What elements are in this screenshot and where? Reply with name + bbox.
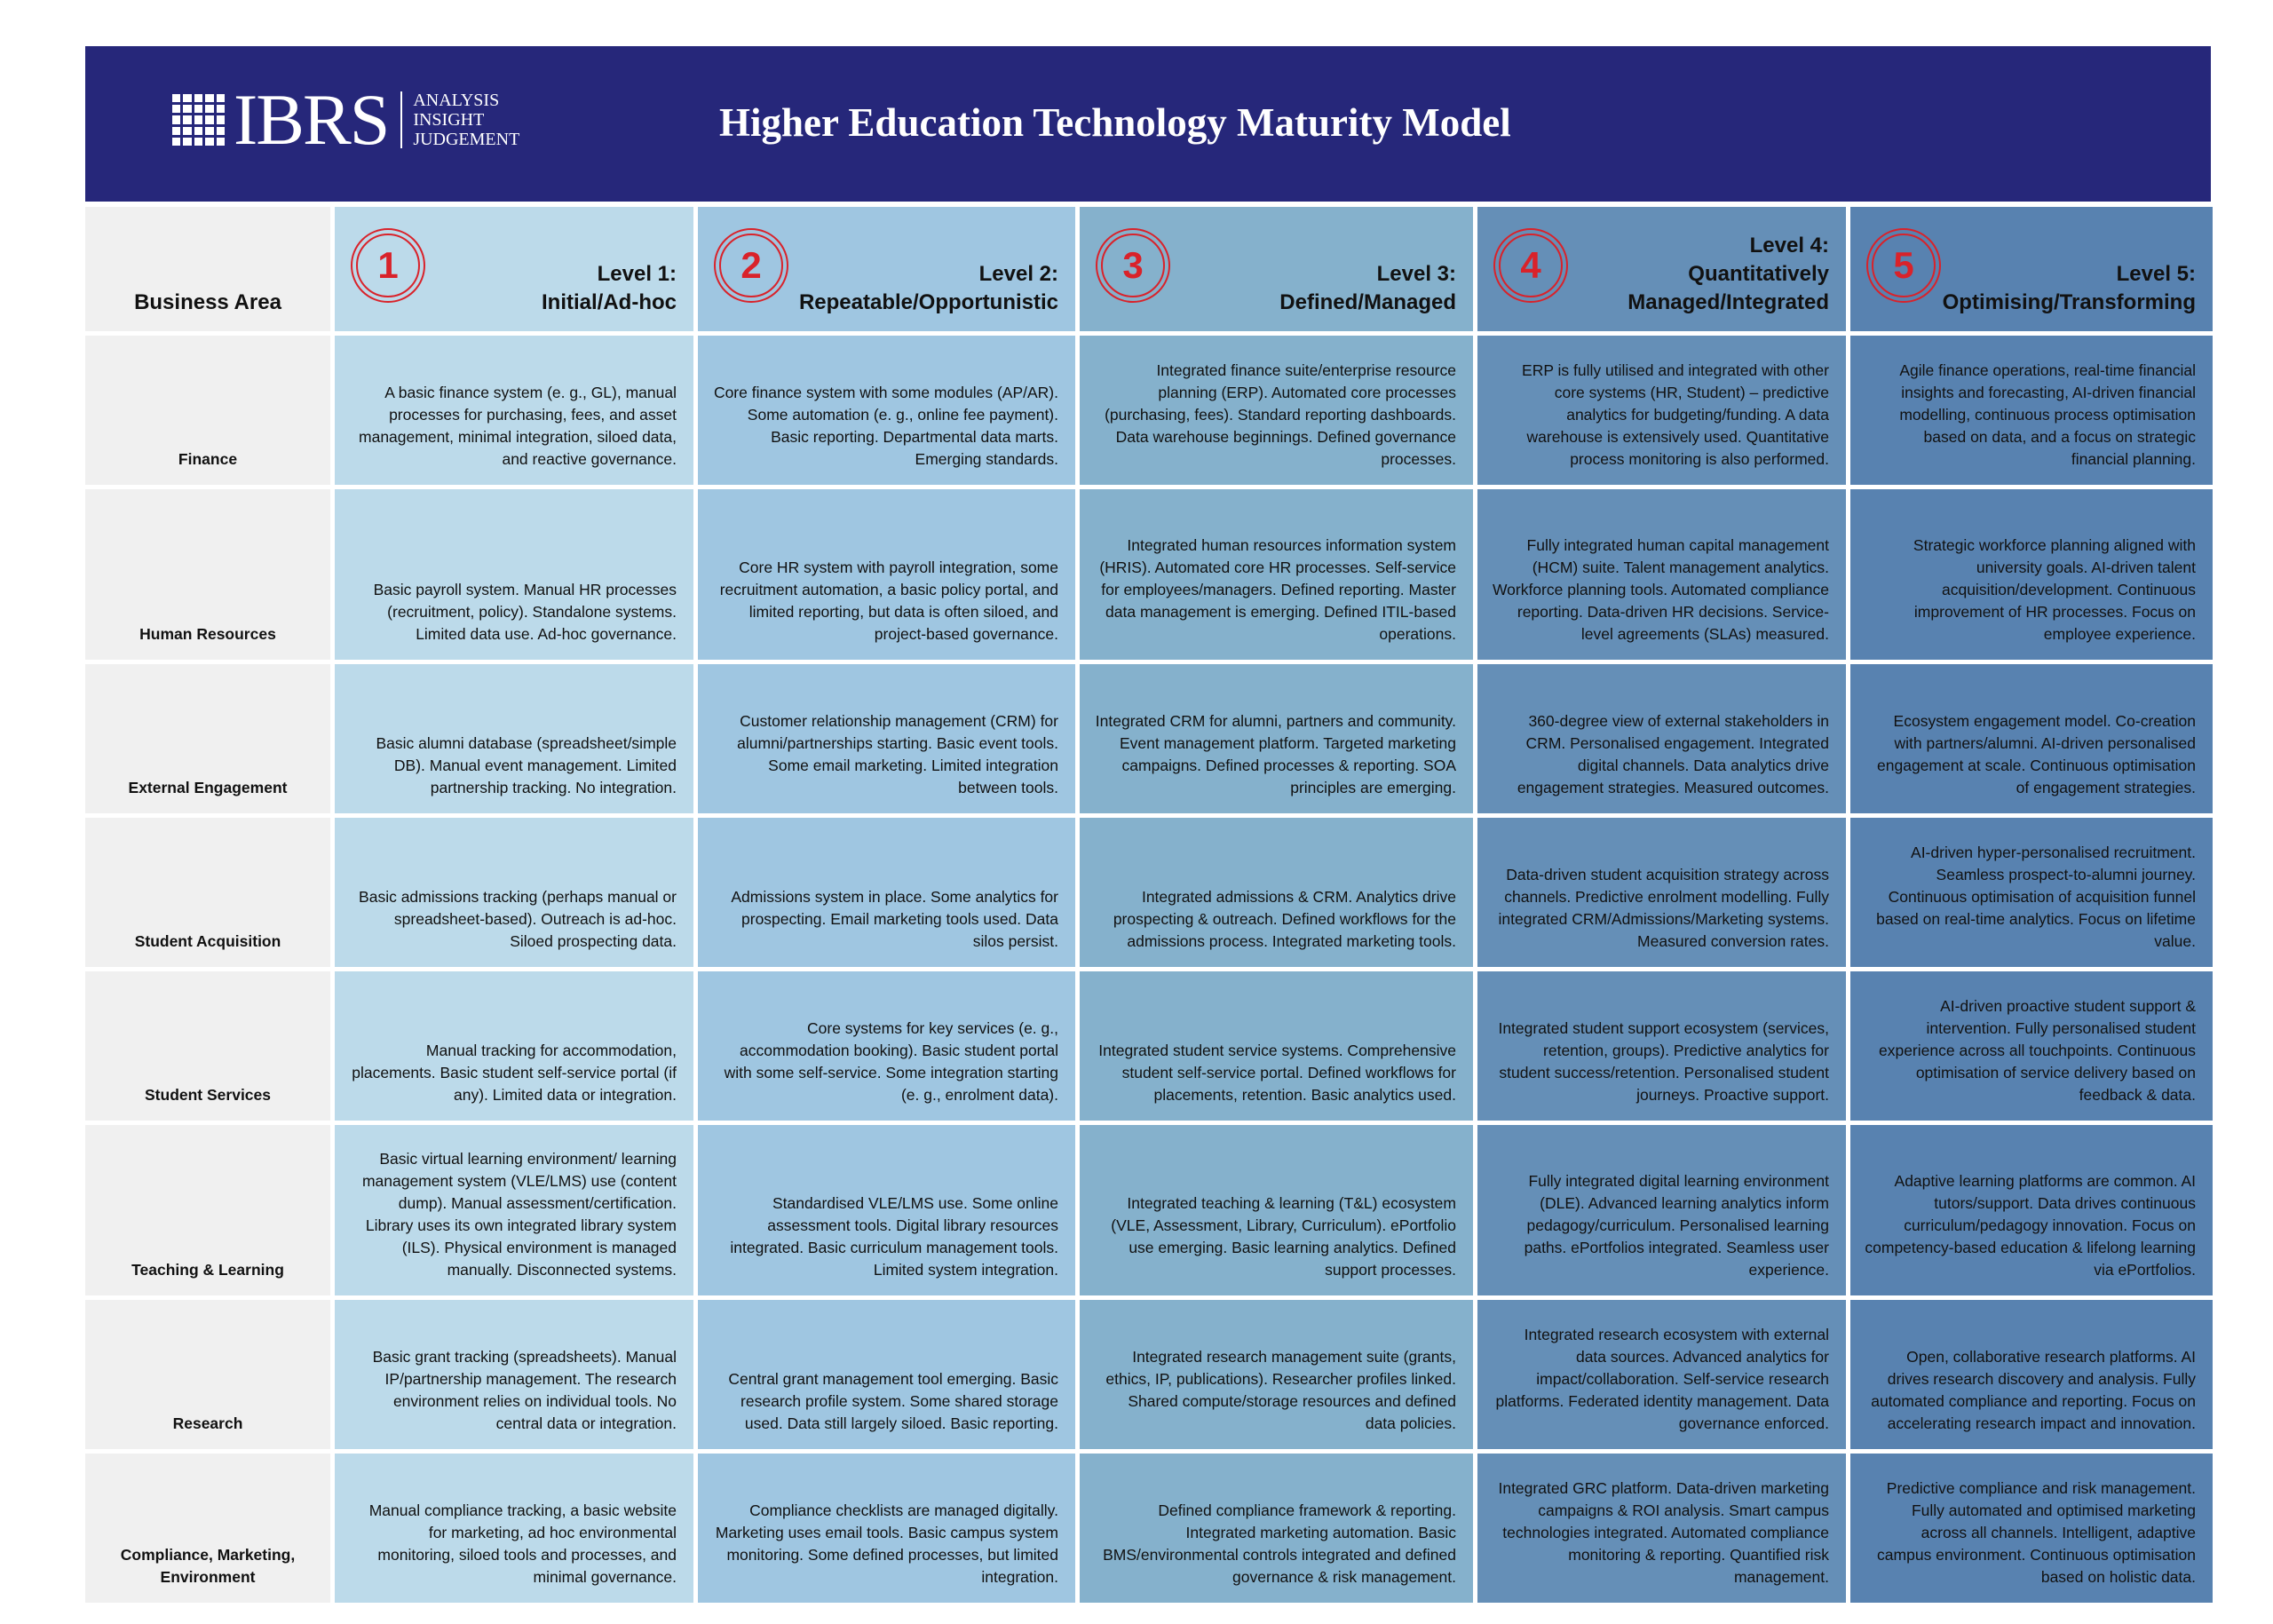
maturity-cell [1477, 336, 1846, 485]
maturity-cell-text: Admissions system in place. Some analytics for prospecting. Email marketing tools used. Data silos persist. [731, 888, 1058, 950]
maturity-cell-text: Customer relationship management (CRM) for alumni/partnerships starting. Basic event tools. Some email marketing. Limited integration between tools. [737, 712, 1058, 796]
maturity-cell-text: Integrated student service systems. Comprehensive student self-service portal. Defined workflows for placements, retention. Basic analytics used. [1098, 1042, 1456, 1104]
maturity-cell [698, 1300, 1075, 1449]
business-area-text: Teaching & Learning [131, 1261, 284, 1279]
business-area-text: Compliance, Marketing, Environment [120, 1546, 296, 1586]
business-area-label [85, 1300, 330, 1449]
business-area-label [85, 971, 330, 1121]
maturity-cell [1850, 1454, 2213, 1603]
level-5-header [1850, 207, 2213, 331]
maturity-cell-text: Integrated research management suite (grants, ethics, IP, publications). Researcher profiles linked. Shared compute/storage resources and defined data policies. [1105, 1348, 1456, 1432]
maturity-cell [1080, 971, 1473, 1121]
level-1-header [335, 207, 693, 331]
level-number: 2 [741, 244, 762, 286]
maturity-cell [1477, 1125, 1846, 1295]
maturity-cell-text: Adaptive learning platforms are common. AI tutors/support. Data drives continuous curriculum/pedagogy innovation. Focus on competency-based education & lifelong learning via ePortfolios. [1865, 1172, 2196, 1279]
maturity-cell-text: A basic finance system (e. g., GL), manual processes for purchasing, fees, and asset management, minimal integration, siloed data, and reactive governance. [359, 384, 677, 468]
maturity-cell [335, 818, 693, 967]
business-area-text: Student Services [145, 1086, 271, 1104]
maturity-cell [1477, 818, 1846, 967]
maturity-cell [698, 818, 1075, 967]
logo-wordmark: IBRS [234, 79, 389, 160]
level-number: 3 [1122, 244, 1144, 286]
maturity-cell-text: Integrated GRC platform. Data-driven marketing campaigns & ROI analysis. Smart campus technologies integrated. Automated compliance monitoring & reporting. Quantified risk management. [1498, 1479, 1829, 1586]
page-frame [85, 46, 2211, 1603]
level-header-text: Initial/Ad-hoc [542, 290, 677, 314]
maturity-cell-text: Core systems for key services (e. g., accommodation booking). Basic student portal with some self-service. Some integration starting (e. g., enrolment data). [724, 1019, 1058, 1104]
business-area-label [85, 1454, 330, 1603]
maturity-cell-text: Standardised VLE/LMS use. Some online assessment tools. Digital library resources integrated. Basic curriculum management tools. Limited system integration. [730, 1194, 1058, 1279]
business-area-label [85, 664, 330, 813]
maturity-cell-text: Integrated research ecosystem with external data sources. Advanced analytics for impact/collaboration. Self-service research platforms. Federated identity management. Data governance enforced. [1495, 1326, 1829, 1432]
level-number: 4 [1520, 244, 1541, 286]
level-2-header [698, 207, 1075, 331]
maturity-cell [698, 664, 1075, 813]
level-number: 1 [377, 244, 399, 286]
maturity-cell [335, 664, 693, 813]
maturity-cell [1850, 336, 2213, 485]
maturity-cell [1850, 664, 2213, 813]
level-header-text: Level 3: [1376, 262, 1456, 286]
maturity-table [85, 207, 2211, 1603]
level-number-badge-icon [713, 227, 789, 304]
page-title: Higher Education Technology Maturity Model [719, 100, 1511, 145]
maturity-cell [335, 336, 693, 485]
maturity-cell [335, 971, 693, 1121]
level-number-badge-icon [1865, 227, 1942, 304]
maturity-cell-text: ERP is fully utilised and integrated with other core systems (HR, Student) – predictive analytics for budgeting/funding. A data warehouse is extensively used. Quantitative process monitoring is also performed. [1522, 361, 1829, 468]
maturity-cell-text: Fully integrated digital learning environment (DLE). Advanced learning analytics inform pedagogy/curriculum. Personalised learning paths. ePortfolios integrated. Seamless user experience. [1524, 1172, 1829, 1279]
maturity-cell-text: Integrated admissions & CRM. Analytics drive prospecting & outreach. Defined workflows for the admissions process. Integrated marketing tools. [1113, 888, 1456, 950]
maturity-cell-text: Fully integrated human capital management (HCM) suite. Talent management analytics. Workforce planning tools. Automated compliance reporting. Data-driven HR decisions. Service-level agreements (SLAs) measured. [1492, 536, 1829, 643]
maturity-cell [1080, 489, 1473, 660]
maturity-cell [1080, 336, 1473, 485]
level-number: 5 [1893, 244, 1914, 286]
maturity-cell-text: Defined compliance framework & reporting. Integrated marketing automation. Basic BMS/environmental controls integrated and defined governance & risk management. [1103, 1501, 1456, 1586]
maturity-cell-text: Manual tracking for accommodation, placements. Basic student self-service portal (if any). Limited data or integration. [352, 1042, 677, 1104]
level-header-text: Level 1: [597, 262, 677, 286]
maturity-cell-text: Ecosystem engagement model. Co-creation with partners/alumni. AI-driven personalised engagement at scale. Continuous optimisation of engagement strategies. [1877, 712, 2196, 796]
maturity-cell-text: AI-driven hyper-personalised recruitment. Seamless prospect-to-alumni journey. Continuous optimisation of acquisition funnel based on real-time analytics. Focus on lifetime value. [1876, 844, 2196, 950]
business-area-text: Research [172, 1414, 243, 1432]
level-header-text: Managed/Integrated [1628, 290, 1829, 314]
logo-tagline-line: INSIGHT [413, 110, 485, 130]
level-header-text: Repeatable/Opportunistic [798, 290, 1058, 314]
maturity-cell [1080, 818, 1473, 967]
business-area-label [85, 1125, 330, 1295]
maturity-cell-text: Compliance checklists are managed digitally. Marketing uses email tools. Basic campus system monitoring. Some defined processes, but limited integration. [715, 1501, 1058, 1586]
level-header-text: Optimising/Transforming [1942, 290, 2196, 314]
level-header-text: Level 5: [2116, 262, 2196, 286]
maturity-cell [1477, 489, 1846, 660]
maturity-cell [335, 1300, 693, 1449]
maturity-cell [1477, 1300, 1846, 1449]
level-header-text: Quantitatively [1688, 262, 1829, 286]
maturity-cell-text: Manual compliance tracking, a basic website for marketing, ad hoc environmental monitoring, siloed tools and processes, and minimal governance. [368, 1501, 677, 1586]
maturity-cell-text: Integrated teaching & learning (T&L) ecosystem (VLE, Assessment, Library, Curriculum). ePortfolio use emerging. Basic learning analytics. Defined support processes. [1111, 1194, 1456, 1279]
maturity-cell-text: Basic payroll system. Manual HR processes (recruitment, policy). Standalone systems. Limited data use. Ad-hoc governance. [373, 581, 677, 643]
maturity-cell-text: Strategic workforce planning aligned with university goals. AI-driven talent acquisition/development. Continuous improvement of HR processes. Focus on employee experience. [1913, 536, 2196, 643]
maturity-cell [335, 1125, 693, 1295]
logo-tagline-line: ANALYSIS [413, 91, 500, 110]
maturity-cell-text: AI-driven proactive student support & intervention. Fully personalised student experience across all touchpoints. Continuous optimisation of service delivery based on feedback & data. [1878, 997, 2196, 1104]
business-area-text: Human Resources [139, 625, 276, 643]
maturity-cell [698, 971, 1075, 1121]
maturity-cell [1477, 1454, 1846, 1603]
level-number-badge-icon [350, 227, 426, 304]
business-area-label [85, 489, 330, 660]
maturity-cell [1080, 1300, 1473, 1449]
maturity-cell-text: Open, collaborative research platforms. AI drives research discovery and analysis. Fully automated compliance and reporting. Focus on accelerating research impact and innovation. [1871, 1348, 2196, 1432]
maturity-cell-text: Integrated human resources information system (HRIS). Automated core HR processes. Self-service for employees/managers. Defined reporting. Master data management is emerging. Defined ITIL-based operations. [1099, 536, 1456, 643]
logo-grid-icon [172, 94, 225, 147]
maturity-cell [698, 489, 1075, 660]
level-header-text: Level 2: [978, 262, 1058, 286]
level-4-header [1477, 207, 1846, 331]
maturity-cell [698, 1125, 1075, 1295]
level-header-text: Level 4: [1749, 234, 1829, 257]
business-area-text: Student Acquisition [134, 932, 281, 950]
maturity-cell [335, 1454, 693, 1603]
maturity-cell-text: Agile finance operations, real-time financial insights and forecasting, AI-driven financial modelling, continuous process optimisation based on data, and a focus on strategic financial planning. [1899, 361, 2196, 468]
maturity-cell-text: Basic grant tracking (spreadsheets). Manual IP/partnership management. The research environment relies on individual tools. No central data or integration. [372, 1348, 677, 1432]
maturity-cell-text: Predictive compliance and risk management. Fully automated and optimised marketing across all channels. Intelligent, adaptive campus environment. Continuous optimisation based on holistic data. [1877, 1479, 2196, 1586]
header-banner [85, 46, 2211, 202]
maturity-cell-text: 360-degree view of external stakeholders in CRM. Personalised engagement. Integrated digital channels. Data analytics drive engagement strategies. Measured outcomes. [1517, 712, 1829, 796]
maturity-cell [698, 1454, 1075, 1603]
ibrs-logo [172, 79, 520, 160]
business-area-text: Finance [178, 450, 238, 468]
business-area-label [85, 818, 330, 967]
maturity-cell [1850, 971, 2213, 1121]
maturity-cell-text: Core HR system with payroll integration, some recruitment automation, a basic policy portal, and limited reporting, but data is often siloed, and project-based governance. [719, 558, 1058, 643]
maturity-cell [1850, 1300, 2213, 1449]
maturity-cell [1850, 1125, 2213, 1295]
maturity-cell-text: Basic alumni database (spreadsheet/simple DB). Manual event management. Limited partnership tracking. No integration. [376, 734, 677, 796]
maturity-cell [698, 336, 1075, 485]
business-area-header: Business Area [85, 207, 330, 331]
logo-tagline-line: JUDGEMENT [413, 130, 520, 149]
business-area-text: External Engagement [128, 779, 288, 796]
level-3-header [1080, 207, 1473, 331]
maturity-cell-text: Integrated student support ecosystem (services, retention, groups). Predictive analytics for student success/retention. Personalised student journeys. Proactive support. [1498, 1019, 1829, 1104]
maturity-cell [1080, 1125, 1473, 1295]
maturity-cell [1080, 1454, 1473, 1603]
level-number-badge-icon [1493, 227, 1569, 304]
maturity-cell [335, 489, 693, 660]
maturity-cell-text: Core finance system with some modules (AP/AR). Some automation (e. g., online fee payment). Basic reporting. Departmental data marts. Emerging standards. [713, 384, 1058, 468]
maturity-cell-text: Data-driven student acquisition strategy across channels. Predictive enrolment modelling. Fully integrated CRM/Admissions/Marketing systems. Measured conversion rates. [1498, 866, 1829, 950]
maturity-cell [1477, 971, 1846, 1121]
business-area-label [85, 336, 330, 485]
logo-divider [400, 91, 402, 148]
maturity-cell [1850, 489, 2213, 660]
maturity-cell-text: Basic admissions tracking (perhaps manual or spreadsheet-based). Outreach is ad-hoc. Siloed prospecting data. [359, 888, 677, 950]
maturity-cell-text: Integrated CRM for alumni, partners and community. Event management platform. Targeted marketing campaigns. Defined processes & reporting. SOA principles are emerging. [1095, 712, 1456, 796]
maturity-cell-text: Integrated finance suite/enterprise resource planning (ERP). Automated core processes (purchasing, fees). Standard reporting dashboards. Data warehouse beginnings. Defined governance processes. [1105, 361, 1456, 468]
maturity-cell [1850, 818, 2213, 967]
logo-tagline [413, 91, 519, 149]
maturity-cell [1477, 664, 1846, 813]
maturity-cell-text: Central grant management tool emerging. Basic research profile system. Some shared storage used. Data still largely siloed. Basic reporting. [728, 1370, 1058, 1432]
maturity-cell-text: Basic virtual learning environment/ learning management system (VLE/LMS) use (content dump). Manual assessment/certification. Library uses its own integrated library system (ILS). Physical environment is managed manually. Disconnected systems. [361, 1150, 677, 1279]
maturity-cell [1080, 664, 1473, 813]
level-number-badge-icon [1095, 227, 1171, 304]
level-header-text: Defined/Managed [1279, 290, 1456, 314]
